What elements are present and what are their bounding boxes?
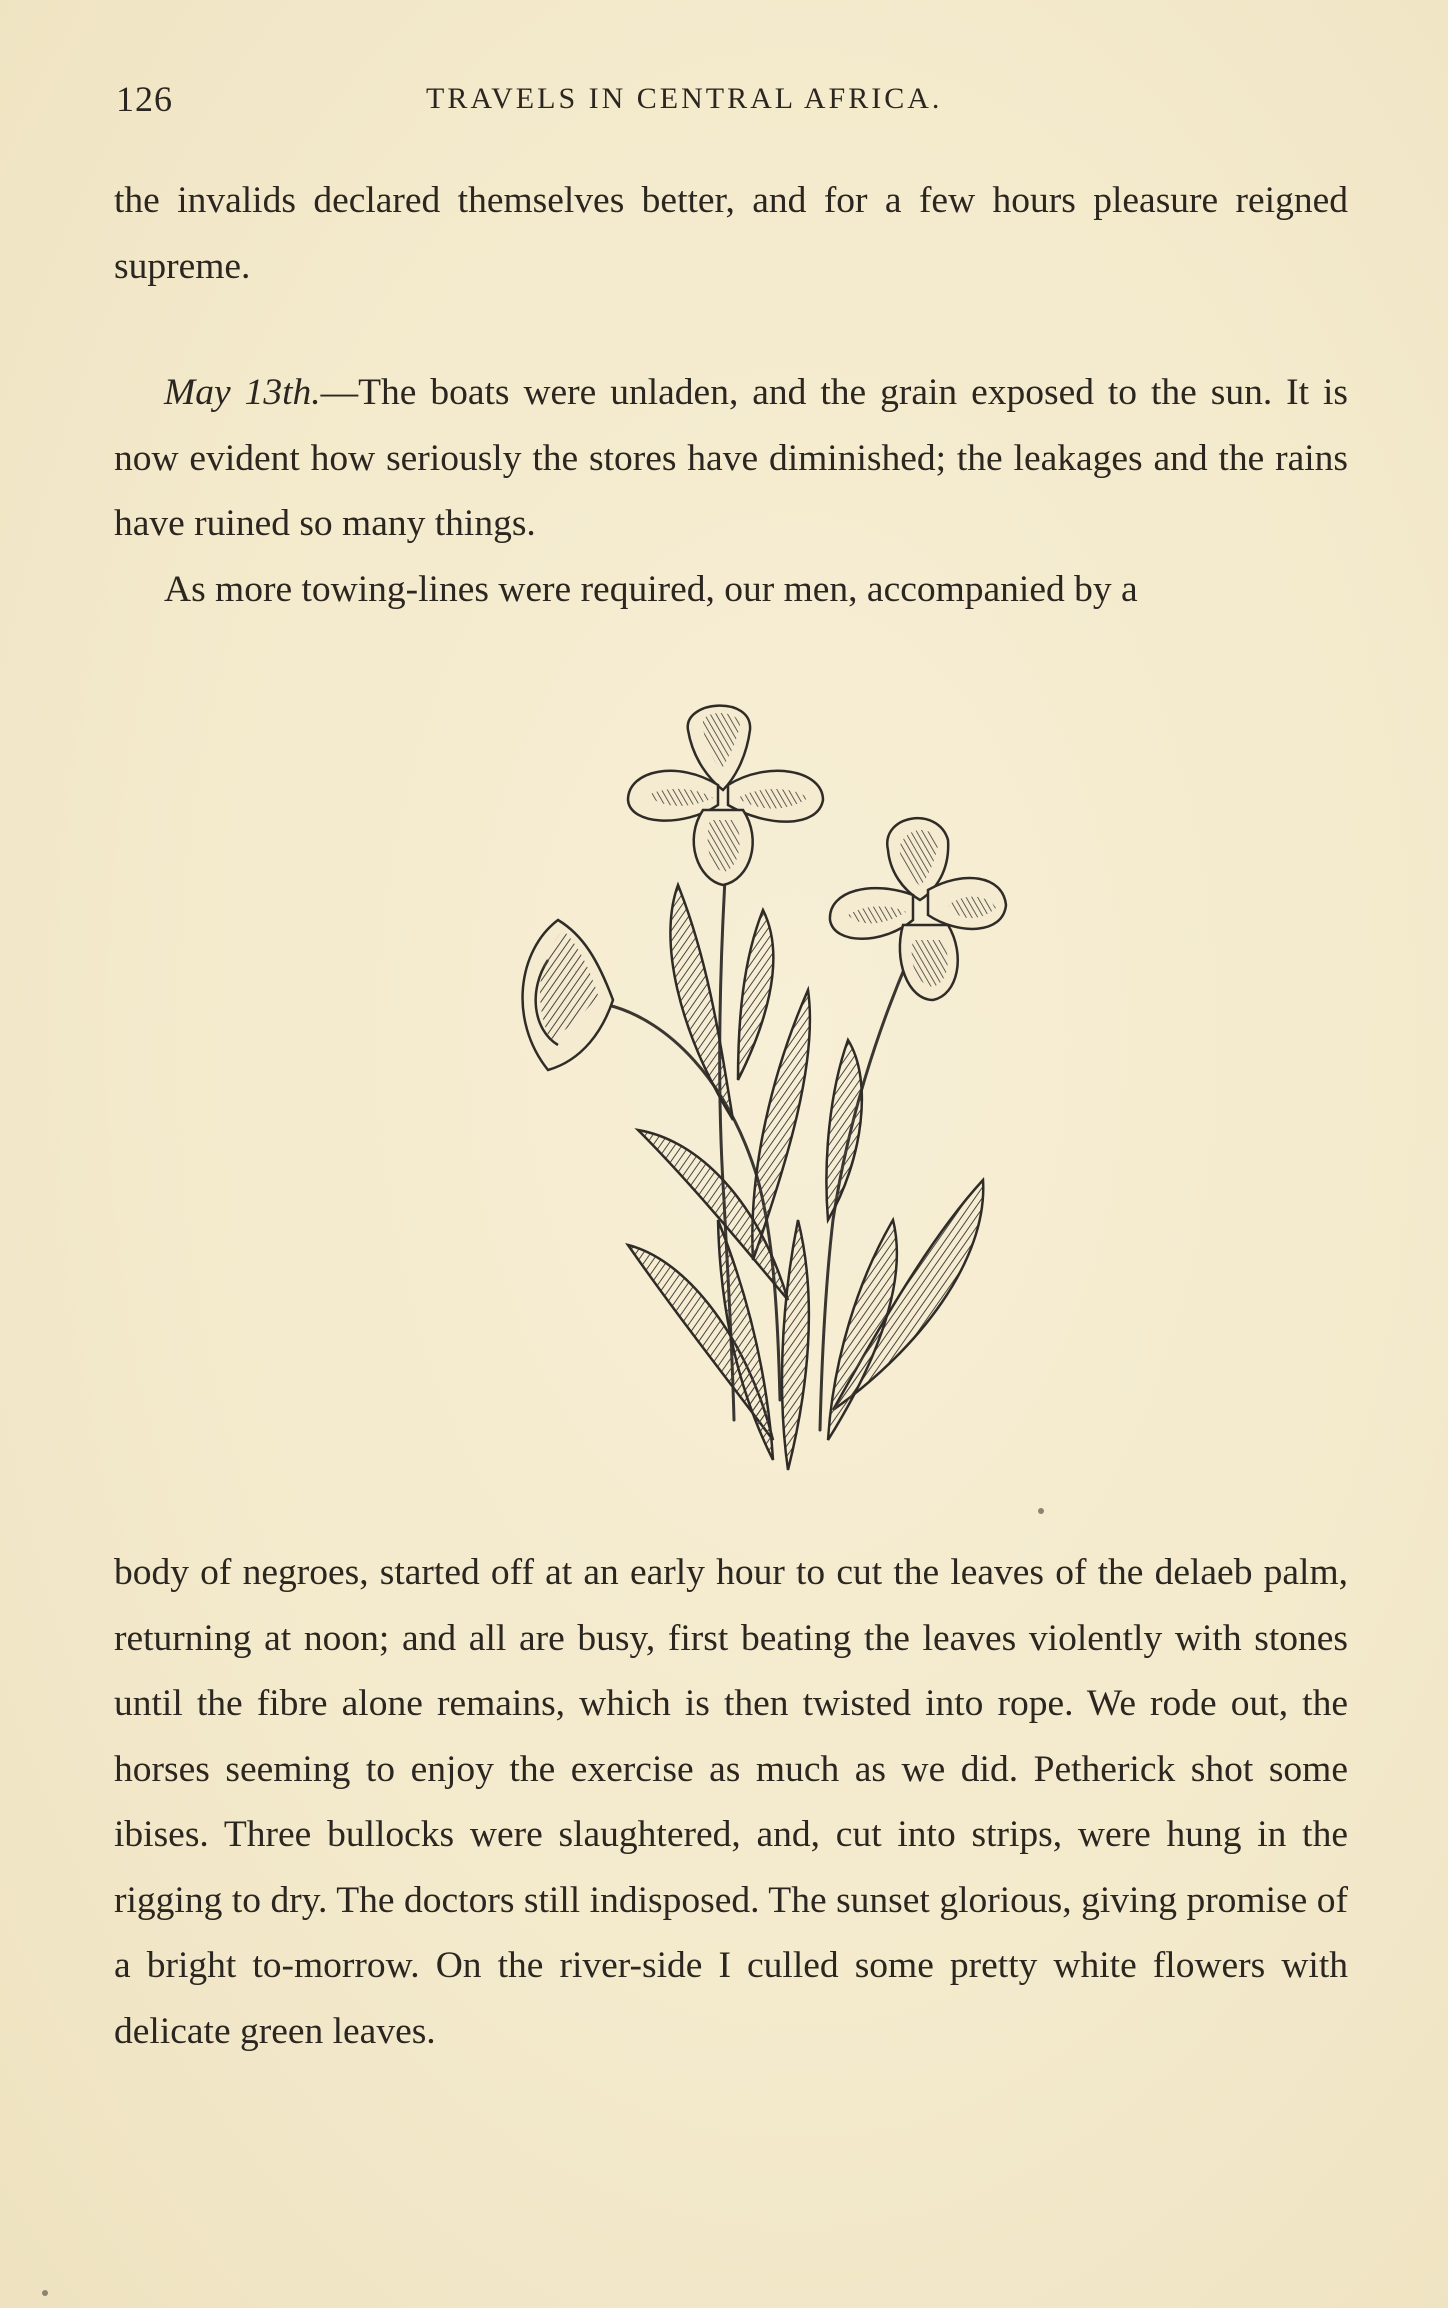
paragraph-group [114, 360, 1348, 622]
diary-entry [114, 360, 1348, 557]
paragraph-continued [114, 1540, 1348, 2064]
entry-date: May 13th. [164, 372, 321, 413]
paragraph-text: the invalids declared themselves better, and for a few hours pleasure reigned supreme. [114, 180, 1348, 287]
paragraph-text: body of negroes, started off at an early hour to cut the leaves of the delaeb palm, returning at noon; and all are busy, first beating the leaves violently with stones until the fibre alone remains, which is then twisted into rope. We rode out, the horses seeming to enjoy the exercise as much as we did. Petherick shot some ibises. Three bullocks were slaughtered, and, cut into strips, were hung in the rigging to dry. The doctors still indisposed. The sunset glorious, giving promise of a bright to-morrow. On the river-side I culled some pretty white flowers with delicate green leaves. [114, 1552, 1348, 2052]
paragraph-continued [114, 168, 1348, 299]
paragraph-start: As more towing-lines were required, our men, accompanied by a [164, 568, 1138, 610]
flower-engraving-illustration [488, 700, 1078, 1480]
running-title: TRAVELS IN CENTRAL AFRICA. [426, 82, 943, 115]
page-number: 126 [116, 79, 173, 119]
entry-text: —The boats were unladen, and the grain exposed to the sun. It is now evident how seriously the stores have diminished; the leakages and the rains have ruined so many things. [114, 372, 1349, 544]
paper-speck [1038, 1508, 1044, 1514]
paper-speck [42, 2290, 48, 2296]
running-header [116, 70, 1356, 130]
